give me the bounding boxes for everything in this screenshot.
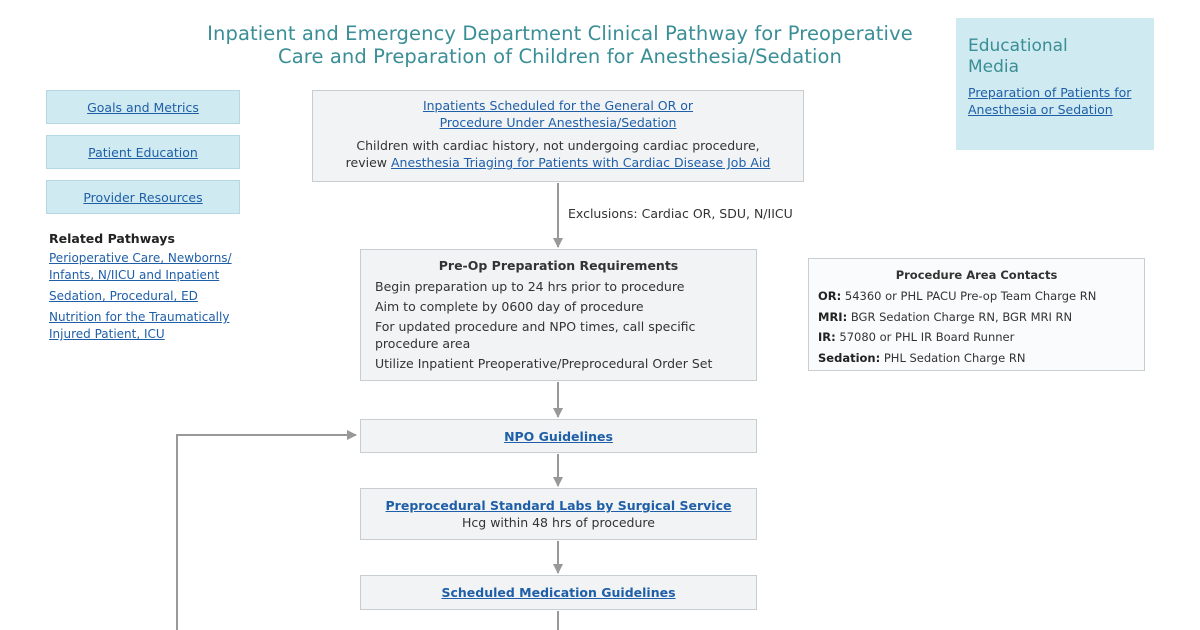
preparation-link-line1: Preparation of Patients for: [968, 85, 1132, 100]
preop-item: Utilize Inpatient Preoperative/Preprocedural Order Set: [375, 356, 713, 371]
review-prefix: review: [345, 155, 391, 170]
patient-education-button[interactable]: [46, 135, 240, 169]
contact-value: 54360 or PHL PACU Pre-op Team Charge RN: [841, 289, 1097, 303]
npo-guidelines-link[interactable]: NPO Guidelines: [504, 428, 613, 444]
contact-row: [818, 307, 1144, 328]
page-title-line2: Care and Preparation of Children for Anesthesia/Sedation: [277, 45, 843, 68]
contact-label: IR:: [818, 330, 836, 344]
preop-item: Aim to complete by 0600 day of procedure: [375, 299, 644, 314]
preprocedural-labs-box: [360, 488, 757, 540]
scheduled-link-line1: Inpatients Scheduled for the General OR or: [422, 98, 694, 113]
page-title: [160, 22, 960, 68]
contact-value: PHL Sedation Charge RN: [880, 350, 1026, 365]
anesthesia-triaging-link[interactable]: Anesthesia Triaging for Patients with Cardiac Disease Job Aid: [390, 155, 771, 170]
preop-requirements-box: [360, 249, 757, 381]
hcg-text: Hcg within 48 hrs of procedure: [462, 515, 655, 530]
related-perioperative-line2: Infants, N/IICU and Inpatient: [49, 268, 220, 282]
provider-resources-link[interactable]: Provider Resources: [83, 189, 203, 205]
related-nutrition-line2: Injured Patient, ICU: [49, 327, 165, 341]
provider-resources-button[interactable]: [46, 180, 240, 214]
scheduled-inpatients-box: [312, 90, 804, 182]
contact-label: OR:: [818, 289, 842, 303]
related-nutrition-link[interactable]: [49, 309, 289, 343]
contact-value: BGR Sedation Charge RN, BGR MRI RN: [847, 309, 1073, 324]
npo-guidelines-box: [360, 419, 757, 453]
goals-and-metrics-link[interactable]: Goals and Metrics: [87, 99, 199, 115]
related-perioperative-line1: Perioperative Care, Newborns/: [49, 251, 232, 265]
contact-row: [818, 348, 1144, 369]
loop-back-to-npo: [177, 435, 356, 630]
preop-item: Begin preparation up to 24 hrs prior to procedure: [375, 279, 685, 294]
contact-row: [818, 327, 1144, 348]
educational-media-heading: [968, 36, 1144, 78]
scheduled-medication-link[interactable]: Scheduled Medication Guidelines: [441, 585, 676, 600]
contact-value: 57080 or PHL IR Board Runner: [835, 330, 1015, 344]
educational-media-heading-line2: Media: [968, 57, 1020, 77]
patient-education-link[interactable]: Patient Education: [88, 144, 198, 160]
contact-label: Sedation:: [818, 350, 881, 365]
preparation-of-patients-link[interactable]: [968, 84, 1144, 118]
related-nutrition-line1: Nutrition for the Traumatically: [49, 310, 230, 324]
related-pathways-heading: Related Pathways: [49, 231, 175, 246]
scheduled-link-line2: Procedure Under Anesthesia/Sedation: [439, 115, 677, 130]
contact-row: [818, 286, 1144, 307]
goals-and-metrics-button[interactable]: [46, 90, 240, 124]
related-perioperative-link[interactable]: [49, 250, 289, 284]
cardiac-history-text: Children with cardiac history, not undergoing cardiac procedure,: [356, 138, 760, 153]
preop-requirements-heading: Pre-Op Preparation Requirements: [438, 258, 679, 273]
related-sedation-link[interactable]: [49, 288, 289, 305]
contact-label: MRI:: [818, 309, 848, 324]
educational-media-heading-line1: Educational: [968, 36, 1068, 56]
scheduled-inpatients-link[interactable]: [313, 97, 803, 131]
preprocedural-labs-link[interactable]: Preprocedural Standard Labs by Surgical Service: [385, 498, 732, 513]
scheduled-medication-box: [360, 575, 757, 610]
related-sedation-line1: Sedation, Procedural, ED: [49, 289, 198, 303]
related-pathways: [49, 231, 289, 347]
procedure-area-contacts: [808, 258, 1145, 371]
contacts-heading: Procedure Area Contacts: [895, 268, 1058, 282]
preop-item: For updated procedure and NPO times, call specific procedure area: [375, 319, 696, 351]
exclusions-label: Exclusions: Cardiac OR, SDU, N/IICU: [568, 206, 793, 221]
preparation-link-line2: Anesthesia or Sedation: [968, 102, 1113, 117]
page-title-line1: Inpatient and Emergency Department Clinical Pathway for Preoperative: [207, 22, 913, 45]
educational-media-panel: [956, 18, 1154, 150]
